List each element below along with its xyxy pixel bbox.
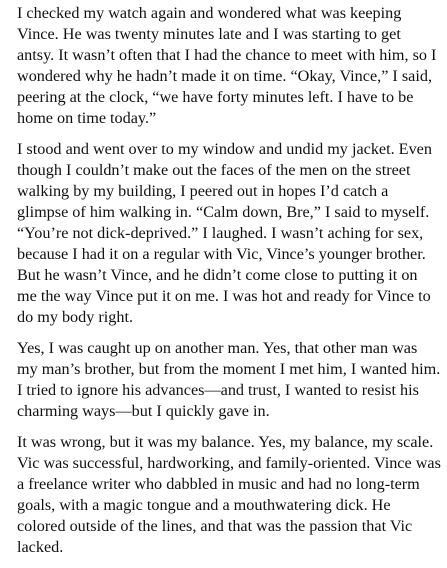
paragraph-1: I checked my watch again and wondered what was keeping Vince. He was twenty minutes late and I was starting to get antsy. It wasn’t often that I had the chance to meet with him, so I wondered why he hadn’t made it on time. “Okay, Vince,” I said, peering at the clock, “we have forty minutes left. I have to be home on time today.” bbox=[17, 4, 437, 127]
document-page bbox=[17, 3, 441, 568]
paragraph-2: I stood and went over to my window and undid my jacket. Even though I couldn’t make out the faces of the men on the street walking by my building, I peered out in hopes I’d catch a glimpse of him walking in. “Calm down, Bre,” I said to myself. “You’re not dick-deprived.” I laughed. I wasn’t aching for sex, because I had it on a regular with Vic, Vince’s younger brother. But he wasn’t Vince, and he didn’t come close to putting it on me the way Vince put it on me. I was hot and ready for Vince to do my body right. bbox=[17, 140, 432, 326]
paragraph-3: Yes, I was caught up on another man. Yes, that other man was my man’s brother, but from the moment I met him, I wanted him. I tried to ignore his advances—and trust, I wanted to resist his charming ways—but I quickly gave in. bbox=[17, 339, 441, 420]
paragraph-4: It was wrong, but it was my balance. Yes, my balance, my scale. Vic was successful, hardworking, and family-oriented. Vince was a freelance writer who dabbled in music and had no long-term goals, with a magic tongue and a mouthwatering dick. He colored outside of the lines, and that was the passion that Vic lacked. bbox=[17, 433, 441, 556]
